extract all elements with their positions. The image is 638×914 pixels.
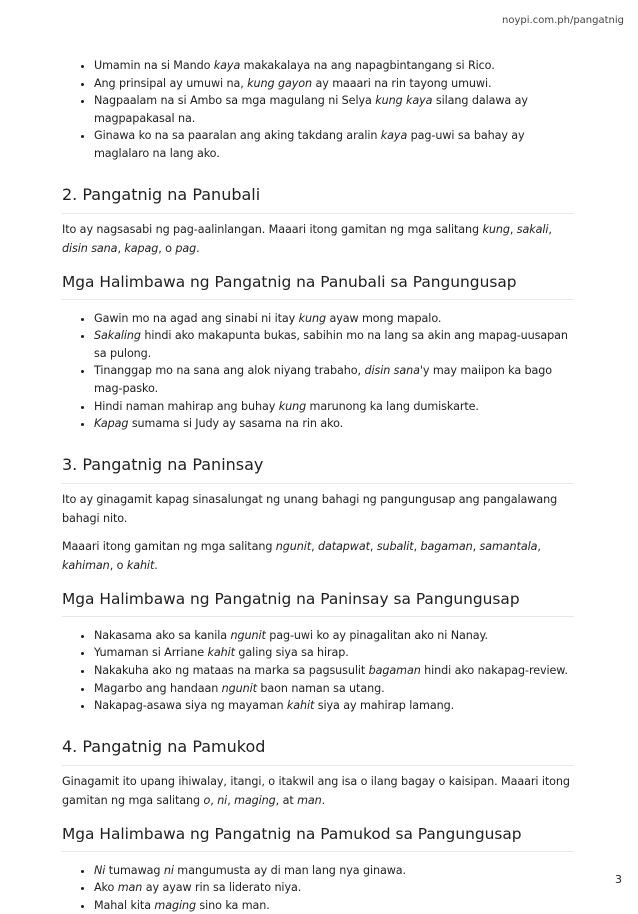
emphasized-word: man [117,881,143,895]
text-run: Magarbo ang handaan [94,681,222,695]
emphasized-word: datapwat [317,539,370,553]
list-item [94,662,574,680]
text-run: , o [158,241,176,255]
subheading-pamukod-examples: Mga Halimbawa ng Pangatnig na Pamukod sa Pangungusap [62,823,574,852]
text-run: 'y may maiipon ka bago mag-pasko. [94,364,553,395]
emphasized-word: samantala [479,539,538,553]
emphasized-word: ni [217,793,228,807]
emphasized-word: ngunit [275,539,312,553]
emphasized-word: kahiman [62,558,110,572]
text-run: Ito ay ginagamit kapag sinasalungat ng unang bahagi ng pangungusap ang pangalawang bahagi nito. [62,492,558,525]
examples-list-top [62,57,574,163]
text-run: Ito ay nagsasabi ng pag-aalinlangan. Maaari itong gamitan ng mga salitang [62,222,483,236]
page-url: noypi.com.ph/pangatnig [502,15,624,26]
text-run: ay ayaw rin sa liderato niya. [142,881,302,895]
emphasized-word: kung [298,311,327,325]
text-run: Yumaman si Arriane [94,646,208,660]
text-run: , [413,539,421,553]
text-run: ayaw mong mapalo. [326,311,442,325]
emphasized-word: ngunit [230,628,266,642]
text-run: , o [109,558,127,572]
text-run: galing siya sa hirap. [234,646,349,660]
text-run: Mahal kita [94,898,155,912]
emphasized-word: disin sana [62,241,118,255]
emphasized-word: maging [154,898,196,912]
examples-list-panubali [62,310,574,433]
emphasized-word: o [203,793,211,807]
text-run: sumama si Judy ay sasama na rin ako. [128,417,344,431]
emphasized-word: sakali [516,222,549,236]
emphasized-word: kaya [213,59,241,72]
emphasized-word: ni [163,863,174,877]
text-run: Ang prinsipal ay umuwi na, [94,76,248,90]
text-run: Nakasama ako sa kanila [94,628,231,642]
text-run: Nakapag-asawa siya ng mayaman [94,699,287,713]
list-item [94,897,574,914]
text-run: , [117,241,125,255]
text-run: , [369,539,377,553]
text-run: mangumusta ay di man lang nya ginawa. [173,863,407,877]
list-item [94,57,574,75]
text-run: ay maaari na rin tayong umuwi. [312,76,492,90]
emphasized-word: Sakaling [94,329,141,343]
text-run: , [227,793,235,807]
text-run: Nagpaalam na si Ambo sa mga magulang ni Selya [94,94,376,108]
list-item [94,644,574,662]
emphasized-word: kung kaya [375,94,433,108]
emphasized-word: subalit [376,539,414,553]
text-run: , [509,222,517,236]
examples-list-pamukod [62,862,574,914]
emphasized-word: kahit [126,558,155,572]
text-run: , [537,539,541,553]
text-run: . [154,558,158,572]
emphasized-word: bagaman [368,663,421,677]
list-item [94,680,574,698]
list-item [94,327,574,362]
text-run: Umamin na si Mando [94,59,214,72]
text-run: hindi ako nakapag-review. [420,663,568,677]
list-item [94,879,574,897]
text-run: marunong ka lang dumiskarte. [306,399,479,413]
emphasized-word: kapag [124,241,159,255]
list-item [94,398,574,416]
paragraph-pamukod [62,772,574,810]
text-run: tumawag [105,863,164,877]
list-item [94,362,574,397]
page-number: 3 [615,873,622,886]
list-item [94,697,574,715]
emphasized-word: Ni [94,863,106,877]
text-run: baon naman sa utang. [256,681,385,695]
text-run: makakalaya na ang napagbintangang si Rico. [240,59,495,72]
emphasized-word: bagaman [420,539,473,553]
text-run: , [472,539,480,553]
list-item [94,310,574,328]
emphasized-word: pag [175,241,197,255]
list-item [94,127,574,162]
subheading-panubali-examples: Mga Halimbawa ng Pangatnig na Panubali sa Pangungusap [62,271,574,300]
heading-panubali: 2. Pangatnig na Panubali [62,183,574,214]
paragraph-paninsay-1 [62,490,574,528]
emphasized-word: maging [234,793,276,807]
heading-paninsay: 3. Pangatnig na Paninsay [62,453,574,484]
text-run: , [548,222,552,236]
emphasized-word: kung [482,222,510,236]
list-item [94,92,574,127]
emphasized-word: ngunit [221,681,257,695]
emphasized-word: Kapag [94,417,129,431]
paragraph-panubali [62,220,574,258]
emphasized-word: disin sana [364,364,420,378]
text-run: hindi ako makapunta bukas, sabihin mo na lang sa akin ang mapag-uusapan sa pulong. [94,329,568,360]
examples-list-paninsay [62,627,574,715]
text-run: . [321,793,326,807]
text-run: Ako [94,881,118,895]
emphasized-word: kung [278,399,307,413]
text-run: Tinanggap mo na sana ang alok niyang trabaho, [94,364,365,378]
heading-pamukod: 4. Pangatnig na Pamukod [62,735,574,766]
emphasized-word: kahit [286,699,315,713]
emphasized-word: man [297,793,322,807]
text-run: . [196,241,200,255]
list-item [94,627,574,645]
list-item [94,862,574,880]
text-run: siya ay mahirap lamang. [314,699,455,713]
text-run: Nakakuha ako ng mataas na marka sa pagsusulit [94,663,369,677]
document-body [62,57,574,914]
paragraph-paninsay-2 [62,537,574,575]
text-run: silang dalawa ay magpapakasal na. [94,94,528,125]
emphasized-word: kung gayon [247,76,312,90]
emphasized-word: kaya [380,129,408,143]
text-run: Maaari itong gamitan ng mga salitang [62,539,276,553]
list-item [94,75,574,93]
text-run: pag-uwi sa bahay ay maglalaro na lang ako. [94,129,525,160]
text-run: sino ka man. [195,898,270,912]
text-run: Hindi naman mahirap ang buhay [94,399,279,413]
list-item [94,415,574,433]
emphasized-word: kahit [207,646,235,660]
text-run: Gawin mo na agad ang sinabi ni itay [94,311,299,325]
text-run: , at [275,793,298,807]
subheading-paninsay-examples: Mga Halimbawa ng Pangatnig na Paninsay sa Pangungusap [62,588,574,617]
text-run: , [311,539,318,553]
text-run: Ginawa ko na sa paaralan ang aking takdang aralin [94,129,381,143]
text-run: pag-uwi ko ay pinagalitan ako ni Nanay. [265,628,488,642]
text-run: , [210,793,218,807]
text-run: Ginagamit ito upang ihiwalay, itangi, o itakwil ang isa o ilang bagay o kaisipan. Maaari itong gamitan ng mga salitang [62,774,570,807]
